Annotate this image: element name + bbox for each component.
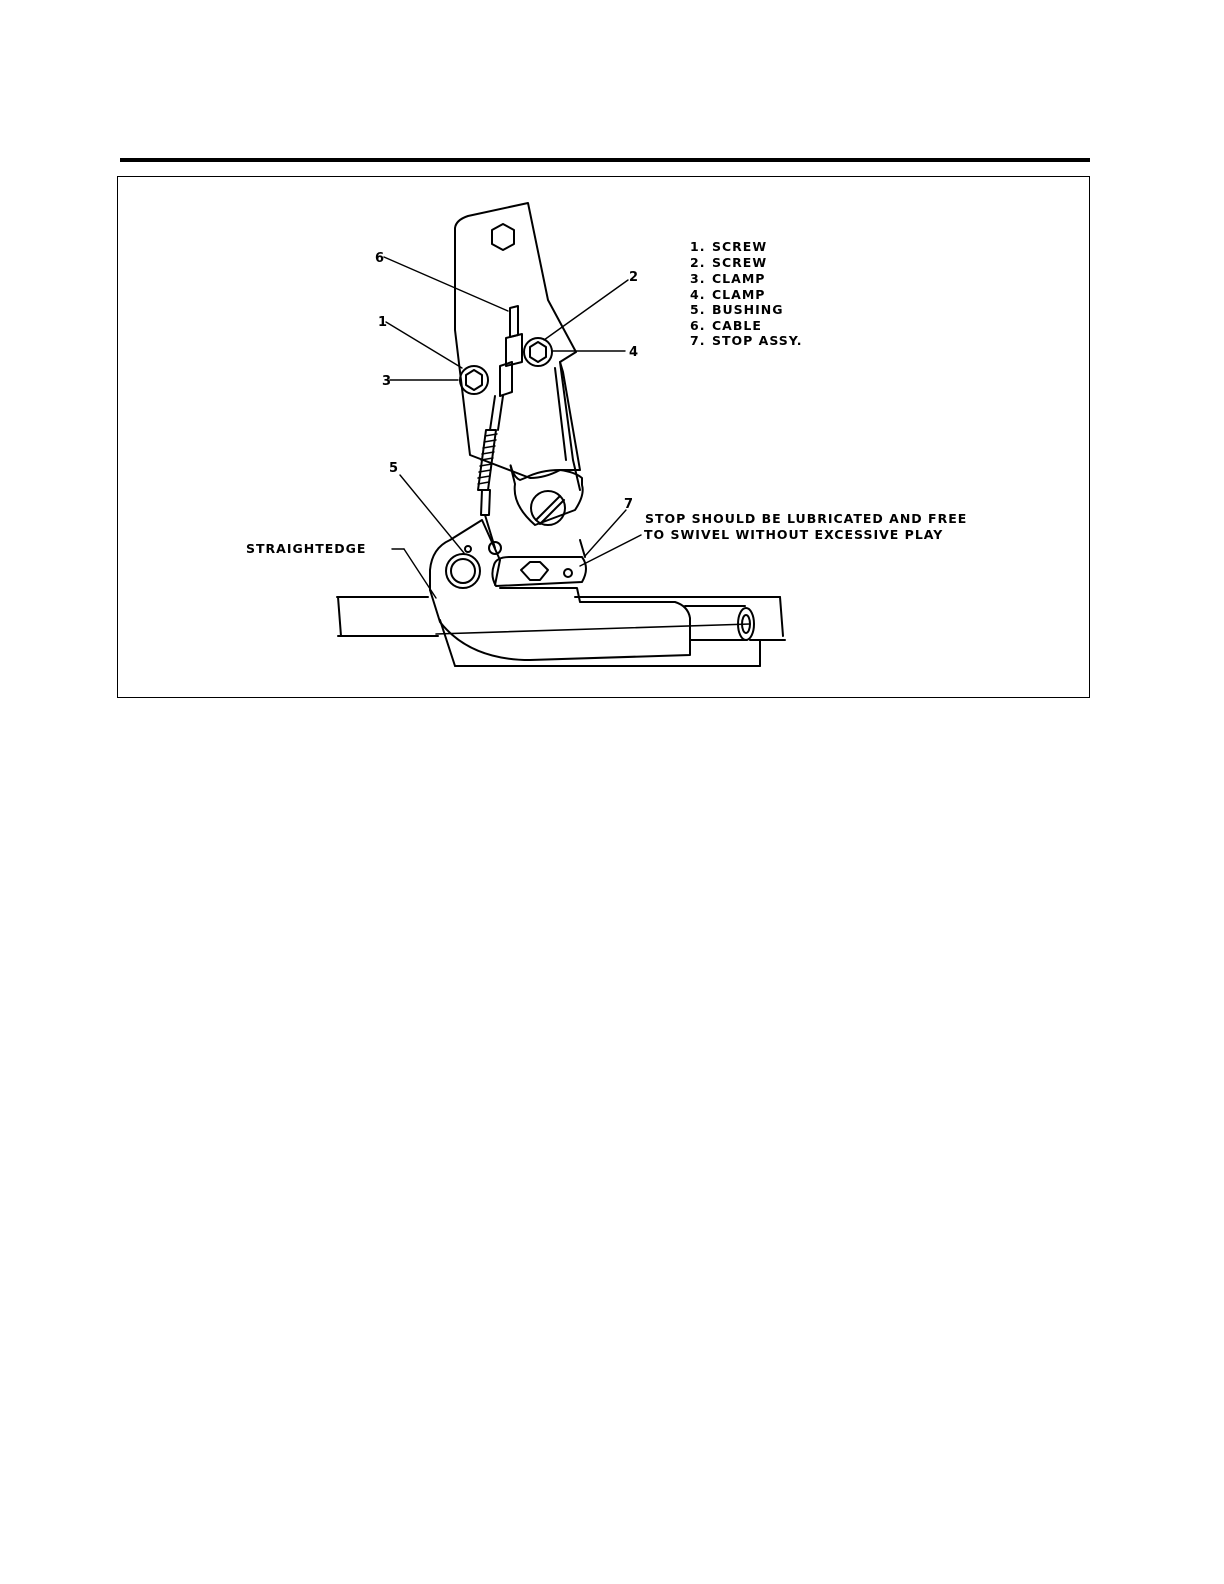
legend-num-1: 1.: [690, 239, 706, 254]
callout-5: 5: [389, 461, 399, 476]
legend-num-4: 4.: [690, 287, 706, 302]
legend-name-6: CABLE: [712, 318, 762, 333]
bracket-plate: [455, 203, 580, 478]
shaft: [337, 597, 785, 640]
legend-name-5: BUSHING: [712, 302, 784, 317]
callout-2: 2: [629, 270, 639, 285]
note-line-1: STOP SHOULD BE LUBRICATED AND FREE: [645, 511, 968, 526]
foot-shoe: [430, 588, 760, 666]
legend-num-2: 2.: [690, 255, 706, 270]
callout-1: 1: [378, 315, 388, 330]
callout-numbers: [375, 251, 638, 512]
clamp-4: [524, 338, 552, 366]
callout-6: 6: [375, 251, 385, 266]
legend-num-6: 6.: [690, 318, 706, 333]
stop-assembly: [492, 540, 586, 586]
legend-num-3: 3.: [690, 271, 706, 286]
note-line-2: TO SWIVEL WITHOUT EXCESSIVE PLAY: [644, 527, 944, 542]
legend: [690, 239, 803, 348]
straightedge: [436, 624, 750, 634]
callout-4: 4: [629, 345, 639, 360]
callout-7: 7: [624, 497, 634, 512]
legend-name-3: CLAMP: [712, 271, 766, 286]
legend-num-7: 7.: [690, 333, 706, 348]
legend-name-2: SCREW: [712, 255, 768, 270]
legend-name-1: SCREW: [712, 239, 768, 254]
legend-name-4: CLAMP: [712, 287, 766, 302]
cable: [478, 306, 522, 548]
clamp-3: [460, 366, 488, 394]
straightedge-label: STRAIGHTEDGE: [246, 541, 367, 556]
callout-3: 3: [382, 374, 392, 389]
legend-name-7: STOP ASSY.: [712, 333, 803, 348]
legend-num-5: 5.: [690, 302, 706, 317]
top-bolt: [492, 224, 514, 250]
